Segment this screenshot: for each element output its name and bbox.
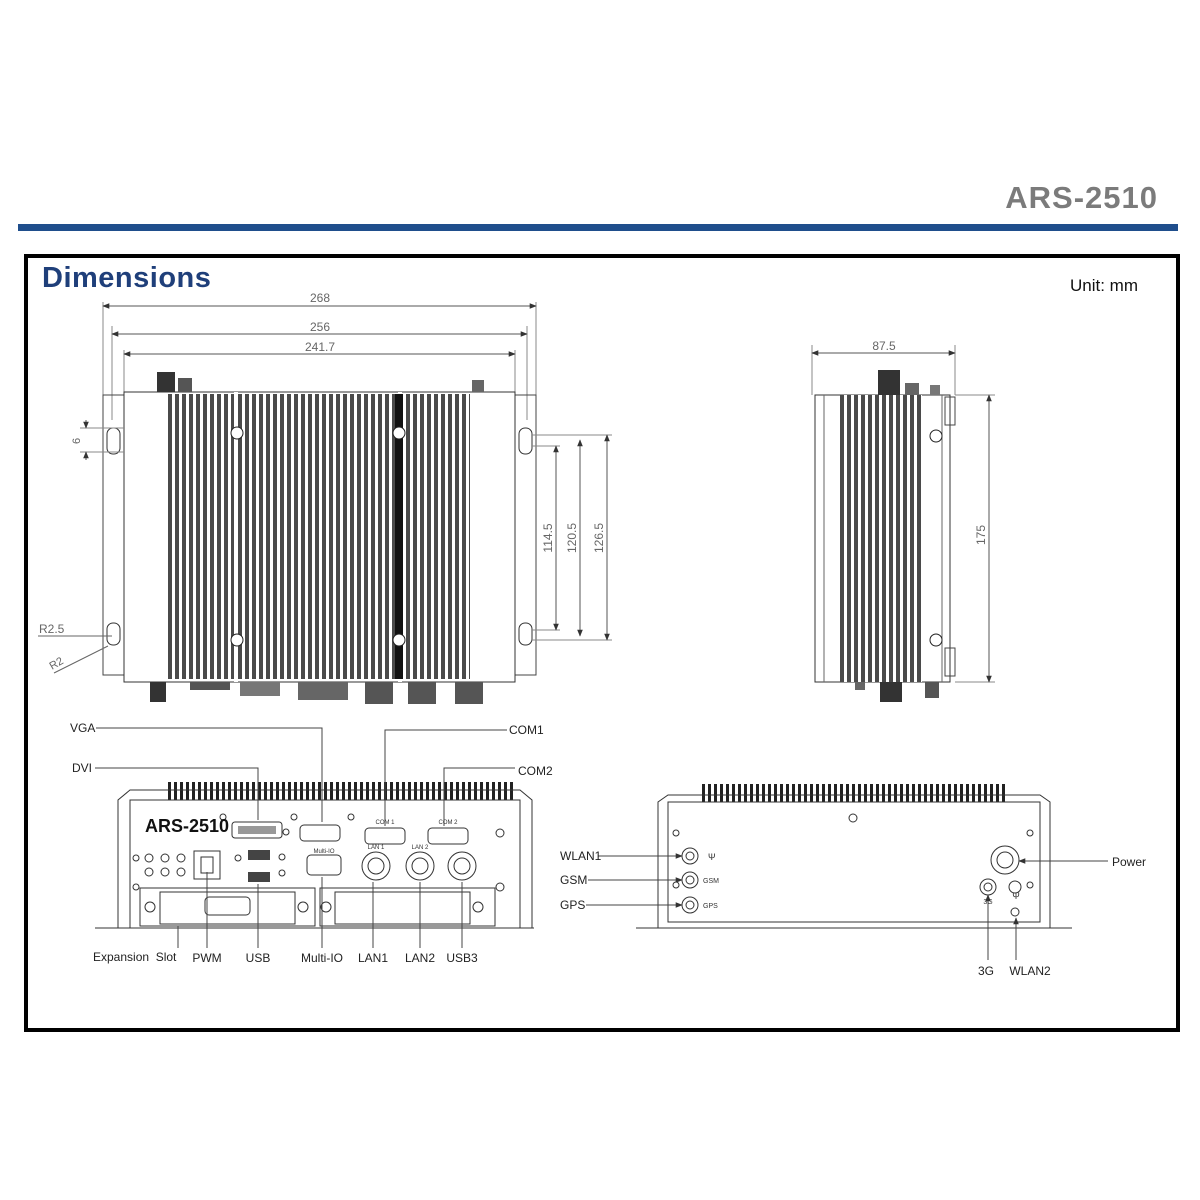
front-callout-lines [95,728,515,948]
top-view [38,302,612,704]
callout-com2: COM2 [518,764,553,778]
port-label-gps: GPS [703,903,718,910]
product-title: ARS-2510 [1005,180,1158,215]
port-label-multi-io: Multi-IO [313,849,335,855]
port-label-gsm: GSM [703,878,719,885]
dim-241-7: 241.7 [304,340,336,354]
callout-power: Power [1112,855,1147,869]
callout-usb3: USB3 [446,951,478,965]
dim-268: 268 [309,291,331,305]
front-panel [95,782,534,928]
rear-panel [636,784,1072,928]
port-label-com2: COM 2 [438,820,458,826]
callout-wlan1: WLAN1 [560,849,602,863]
port-label-3g: 3G [983,899,993,906]
callout-dvi: DVI [72,761,93,775]
callout-expansion-slot: Expansion Slot [93,950,177,964]
unit-label: Unit: mm [1070,276,1138,295]
front-model-label: ARS-2510 [145,816,230,836]
dim-120-5: 120.5 [565,522,579,554]
port-label-lan1: LAN 1 [367,845,385,851]
port-label-lan2: LAN 2 [411,845,429,851]
callout-lan1: LAN1 [357,951,389,965]
port-label-com1: COM 1 [375,820,395,826]
callout-vga: VGA [70,721,96,735]
callout-wlan2: WLAN2 [1009,964,1051,978]
dim-87-5: 87.5 [872,339,896,353]
dim-126-5: 126.5 [592,522,606,554]
callout-usb: USB [245,951,271,965]
callout-gps: GPS [560,898,586,912]
dim-114-5: 114.5 [541,523,555,553]
dim-r2: R2 [47,655,66,673]
dim-175: 175 [974,524,988,546]
callout-multi-io: Multi-IO [301,951,343,965]
callout-3g: 3G [977,964,995,978]
side-view [812,345,995,702]
callout-lan2: LAN2 [404,951,436,965]
rear-callout-lines [586,856,1108,960]
section-title: Dimensions [42,262,212,294]
dim-r2-5: R2.5 [39,622,65,636]
dim-256: 256 [309,320,331,334]
callout-gsm: GSM [560,873,588,887]
wlan1-antenna-icon: Ψ [708,852,716,862]
dim-6: 6 [71,437,83,444]
wlan2-antenna-icon: Ψ [1012,891,1020,901]
callout-com1: COM1 [509,723,544,737]
callout-pwm: PWM [192,951,222,965]
